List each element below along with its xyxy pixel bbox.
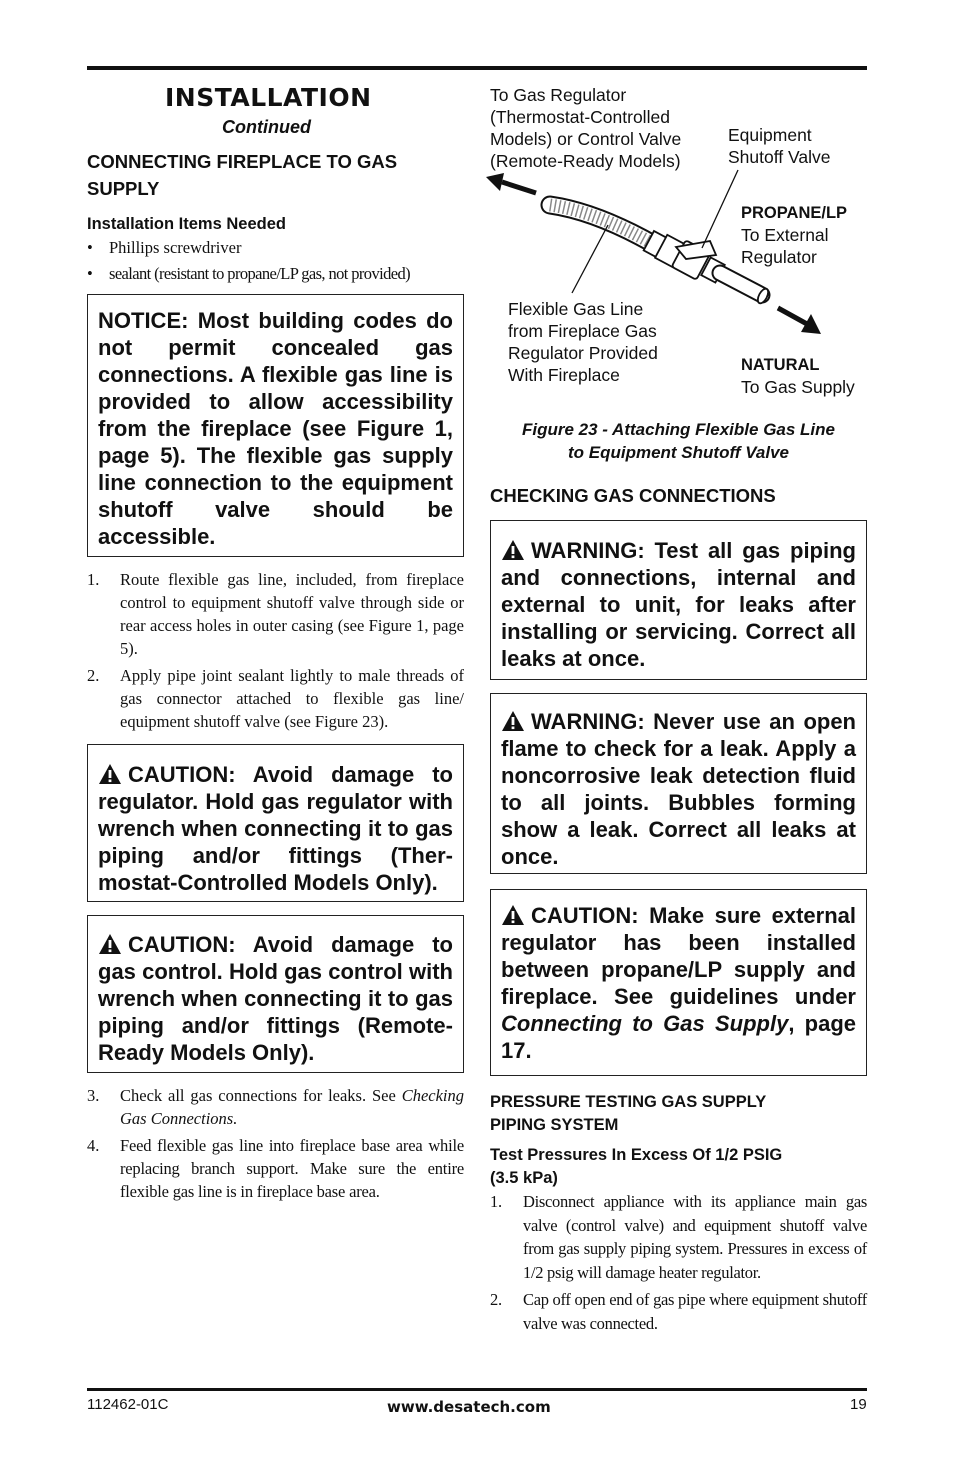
caution-text: CAUTION: Make sure external regulator has been installed between propane/LP supply and fireplace. See guidelines under xyxy=(501,903,856,1009)
list-item xyxy=(87,1134,464,1203)
step-text: Feed flexible gas line into fireplace base area while replacing branch support. Make sure the entire flexible gas line is in fireplace base area. xyxy=(120,1136,464,1201)
footer-website: www.desatech.com xyxy=(387,1398,551,1416)
step-text: Disconnect appliance with its appliance main gas valve (control valve) and equipment shutoff valve from gas supply piping system. Pressures in excess of 1/2 psig will damage heater regulator. xyxy=(523,1192,867,1282)
label-line: With Fireplace xyxy=(508,365,620,385)
list-item xyxy=(490,1288,867,1335)
bottom-rule xyxy=(87,1388,867,1391)
heading-line: (3.5 kPa) xyxy=(490,1169,558,1187)
section-title-line: PRESSURE TESTING GAS SUPPLY xyxy=(490,1093,767,1111)
list-item xyxy=(87,1084,464,1130)
test-pressure-heading xyxy=(490,1144,782,1190)
caution-text-end: , page 17. xyxy=(501,1011,857,1063)
label-line: (Thermostat-Controlled xyxy=(490,107,670,127)
list-item xyxy=(490,1190,867,1284)
caution-text: CAUTION: Avoid damage to regulator. Hold gas regulator with wrench when connecting it to gas piping and/or fittings (Thermostat-Controlled Models Only). xyxy=(98,762,453,895)
step-text: Route flexible gas line, included, from fireplace control to equipment shutoff valve through side or rear access holes in outer casing (see Figure 1, page 5). xyxy=(120,570,464,658)
list-item: • Phillips screwdriver xyxy=(87,235,467,261)
steps-list-b xyxy=(87,1084,464,1207)
caption-line: to Equipment Shutoff Valve xyxy=(567,443,789,462)
arrow-left-icon xyxy=(486,173,536,193)
label-line: from Fireplace Gas xyxy=(508,321,657,341)
warning-triangle-icon xyxy=(501,710,525,732)
top-rule xyxy=(87,66,867,70)
figure-label-regulator xyxy=(490,84,681,172)
step-number: 2. xyxy=(87,666,100,685)
flexible-gas-line xyxy=(550,205,655,245)
step-reference: Checking Gas Connections. xyxy=(120,1086,465,1128)
section-title-line: PIPING SYSTEM xyxy=(490,1116,619,1134)
warning-triangle-icon xyxy=(98,933,122,955)
label-line: NATURAL xyxy=(741,356,820,374)
list-item xyxy=(87,664,464,733)
section-title-connecting xyxy=(87,148,397,202)
warning-box-flame xyxy=(490,693,867,874)
list-item xyxy=(87,568,464,660)
label-line: Regulator xyxy=(741,247,817,267)
warning-triangle-icon xyxy=(501,539,525,561)
notice-box xyxy=(87,294,464,557)
steps-list-a xyxy=(87,568,464,737)
warning-text: WARNING: Test all gas piping and connections, internal and external to unit, for leaks after installing or servicing. Correct all leaks at once. xyxy=(501,538,856,671)
caution-box-regulator xyxy=(87,744,464,902)
section-title-line: CONNECTING FIREPLACE TO GAS xyxy=(87,151,398,172)
label-line: Equipment xyxy=(728,125,812,145)
step-number: 2. xyxy=(490,1290,502,1309)
step-number: 1. xyxy=(490,1192,502,1211)
caution-box-gas-control xyxy=(87,915,464,1073)
step-number: 4. xyxy=(87,1136,100,1155)
section-title-checking: CHECKING GAS CONNECTIONS xyxy=(490,485,776,506)
warning-triangle-icon xyxy=(98,763,122,785)
list-item: • sealant (resistant to propane/LP gas, not provided) xyxy=(87,261,467,287)
step-text: Apply pipe joint sealant lightly to male threads of gas connector attached to flexible gas line/ equipment shutoff valve (see Figure 23). xyxy=(120,666,464,731)
caution-box-external-regulator xyxy=(490,889,867,1076)
items-list xyxy=(87,235,467,287)
warning-triangle-icon xyxy=(501,904,525,926)
step-number: 3. xyxy=(87,1086,100,1105)
label-line: Models) or Control Valve xyxy=(490,129,682,149)
label-line: To Gas Supply xyxy=(741,377,855,397)
caution-reference: Connecting to Gas Supply xyxy=(501,1011,789,1036)
figure-label-valve xyxy=(728,124,830,168)
steps-list-pressure xyxy=(490,1190,867,1339)
arrow-right-icon xyxy=(775,300,825,340)
step-number: 1. xyxy=(87,570,100,589)
section-title-pressure xyxy=(490,1091,766,1137)
warning-text: WARNING: Never use an open flame to check for a leak. Apply a noncorrosive leak detection fluid to all joints. Bubbles forming show a leak. Correct all leaks at once. xyxy=(501,709,856,869)
caution-text: CAUTION: Avoid damage to gas control. Hold gas control with wrench when connecting it to gas piping and/or fittings (Remote-Ready Models Only). xyxy=(98,932,453,1065)
warning-box-test xyxy=(490,520,867,680)
label-line: To Gas Regulator xyxy=(490,85,627,105)
caption-line: Figure 23 - Attaching Flexible Gas Line xyxy=(522,420,835,439)
figure-label-natural xyxy=(741,354,855,398)
page-number: 19 xyxy=(850,1396,867,1413)
notice-text: NOTICE: Most building codes do not permit concealed gas connections. A flexible gas line is provided to allow accessibility from the fireplace (see Figure 1, page 5). The flexible gas supply line connection to the equipment shutoff valve should be accessible. xyxy=(98,308,453,549)
items-heading: Installation Items Needed xyxy=(87,215,286,233)
heading-line: Test Pressures In Excess Of 1/2 PSIG xyxy=(490,1146,783,1164)
label-line: (Remote-Ready Models) xyxy=(490,151,681,171)
gas-line-figure xyxy=(480,165,780,345)
section-title-line: SUPPLY xyxy=(87,178,160,199)
label-line: Regulator Provided xyxy=(508,343,658,363)
step-text: Check all gas connections for leaks. See xyxy=(120,1086,396,1105)
page-title: INSTALLATION xyxy=(165,83,372,112)
outlet-pipe xyxy=(720,273,770,305)
label-line: Shutoff Valve xyxy=(728,147,831,167)
figure-caption xyxy=(490,418,867,464)
label-line: Flexible Gas Line xyxy=(508,299,644,319)
step-text: Cap off open end of gas pipe where equipment shutoff valve was connected. xyxy=(523,1290,867,1333)
label-line: PROPANE/LP xyxy=(741,204,848,222)
pointer-line-valve xyxy=(702,170,738,248)
label-line: To External xyxy=(741,225,829,245)
doc-number: 112462-01C xyxy=(87,1396,169,1413)
pointer-line-flex xyxy=(572,225,608,293)
page-subtitle: Continued xyxy=(222,117,311,137)
